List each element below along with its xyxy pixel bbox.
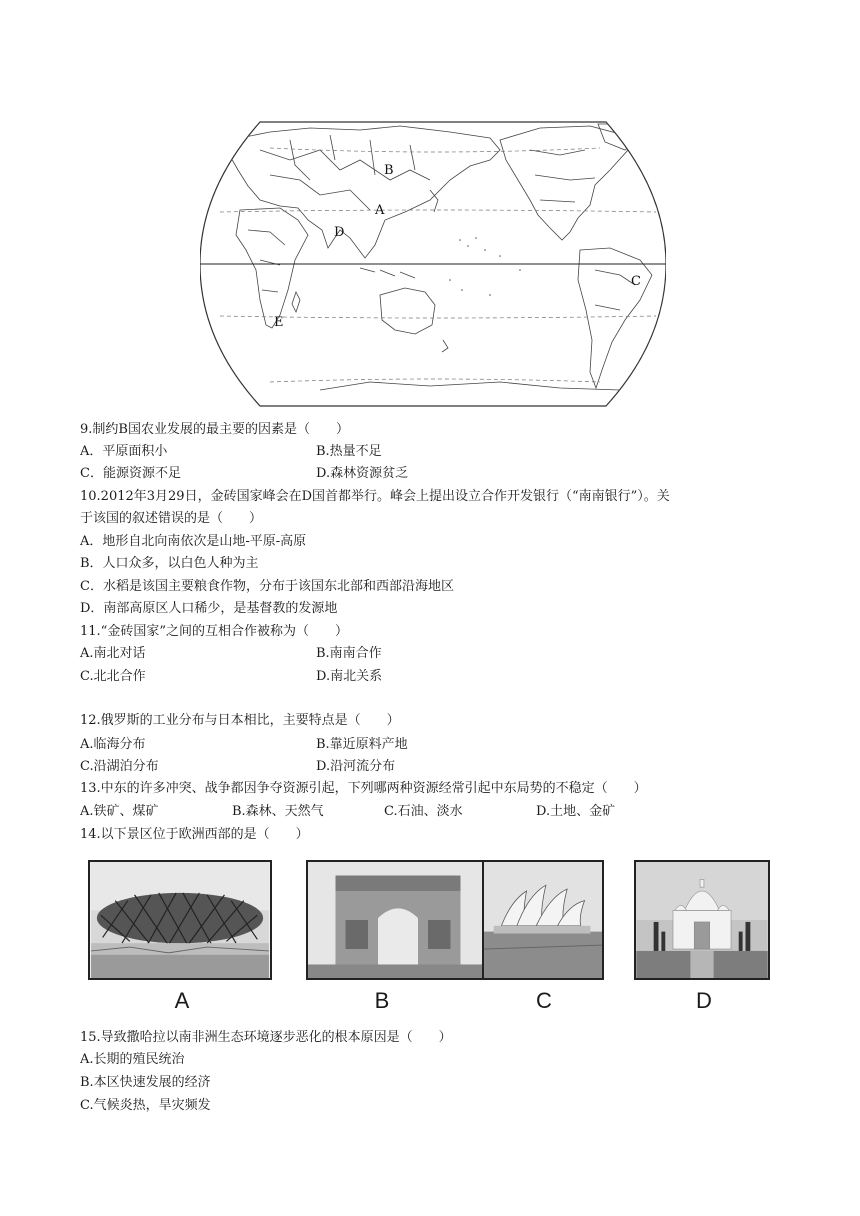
photo-a-birds-nest <box>88 860 272 980</box>
map-label-d: D <box>334 225 345 240</box>
arc-de-triomphe-image <box>308 862 488 978</box>
question-9-option-d: D.森林资源贫乏 <box>316 466 409 481</box>
question-13-option-d: D.土地、金矿 <box>536 804 616 819</box>
question-12-option-d: D.沿河流分布 <box>316 759 396 774</box>
photo-label-d: D <box>696 988 712 1013</box>
question-10-option-a: A．地形自北向南依次是山地-平原-高原 <box>80 534 307 549</box>
question-11-stem: 11.“金砖国家”之间的互相合作被称为（ ） <box>80 624 348 639</box>
question-10-stem-line1: 10.2012年3月29日，金砖国家峰会在D国首都举行。峰会上提出设立合作开发银行（“南南银行”）。关 <box>80 489 670 504</box>
map-label-c: C <box>631 274 641 289</box>
photo-label-c: C <box>536 988 552 1013</box>
question-9-option-c: C．能源资源不足 <box>80 466 181 481</box>
taj-mahal-image <box>636 862 768 978</box>
question-15-option-a: A.长期的殖民统治 <box>80 1052 185 1067</box>
photo-b-arc-de-triomphe <box>306 860 490 980</box>
sydney-opera-house-image <box>484 862 602 978</box>
question-13-option-b: B.森林、天然气 <box>232 804 324 819</box>
question-9-option-b: B.热量不足 <box>316 444 382 459</box>
question-11-option-a: A.南北对话 <box>80 646 146 661</box>
question-15-option-c: C.气候炎热，旱灾频发 <box>80 1098 211 1113</box>
question-12-option-a: A.临海分布 <box>80 737 146 752</box>
question-12-stem: 12.俄罗斯的工业分布与日本相比，主要特点是（ ） <box>80 713 400 728</box>
map-label-e: E <box>274 315 284 330</box>
question-15-option-b: B.本区快速发展的经济 <box>80 1075 211 1090</box>
photo-label-b: B <box>374 988 390 1013</box>
question-13-stem: 13.中东的许多冲突、战争都因争夺资源引起，下列哪两种资源经常引起中东局势的不稳定（ ） <box>80 781 647 796</box>
birds-nest-image <box>90 862 270 978</box>
question-15-stem: 15.导致撒哈拉以南非洲生态环境逐步恶化的根本原因是（ ） <box>80 1030 452 1045</box>
question-9-option-a: A．平原面积小 <box>80 444 168 459</box>
photo-d-taj-mahal <box>634 860 770 980</box>
question-10-option-d: D．南部高原区人口稀少，是基督教的发源地 <box>80 601 338 616</box>
photo-c-sydney-opera-house <box>482 860 604 980</box>
world-map <box>200 120 666 408</box>
question-13-option-c: C.石油、淡水 <box>384 804 463 819</box>
question-9-stem: 9.制约B国农业发展的最主要的因素是（ ） <box>80 422 349 437</box>
question-12-option-b: B.靠近原料产地 <box>316 737 408 752</box>
question-12-option-c: C.沿湖泊分布 <box>80 759 159 774</box>
question-10-option-c: C．水稻是该国主要粮食作物，分布于该国东北部和西部沿海地区 <box>80 579 454 594</box>
question-11-option-d: D.南北关系 <box>316 669 383 684</box>
map-label-a: A <box>375 203 385 218</box>
question-13-option-a: A.铁矿、煤矿 <box>80 804 159 819</box>
world-map-graphic <box>200 120 666 408</box>
question-10-option-b: B．人口众多，以白色人种为主 <box>80 556 259 571</box>
photo-label-a: A <box>174 988 190 1013</box>
question-10-stem-line2: 于该国的叙述错误的是（ ） <box>80 511 263 526</box>
question-14-stem: 14.以下景区位于欧洲西部的是（ ） <box>80 827 309 842</box>
question-11-option-c: C.北北合作 <box>80 669 146 684</box>
question-11-option-b: B.南南合作 <box>316 646 382 661</box>
map-label-b: B <box>384 163 394 178</box>
